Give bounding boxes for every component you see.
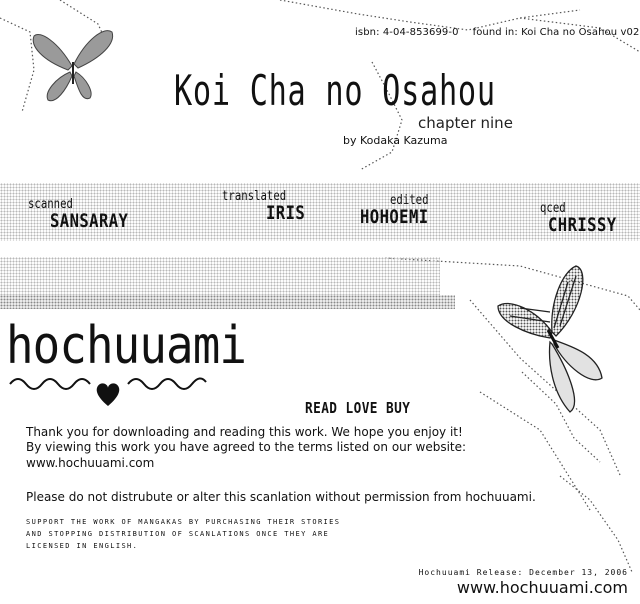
isbn-info [355,27,639,38]
found-in-text: found in: Koi Cha no Osahou v02 [472,27,640,38]
distribution-note: Please do not distrubute or alter this scanlation without permission from hochuuami. [26,490,536,504]
butterfly-icon [490,262,630,422]
website-url[interactable]: www.hochuuami.com [456,578,628,597]
author-byline: by Kodaka Kazuma [343,134,448,147]
support-line: SUPPORT THE WORK OF MANGAKAS BY PURCHASING THEIR STORIES [26,518,341,526]
credit-name: HOHOEMI [360,206,429,228]
credit-role: scanned [28,197,73,212]
thanks-line: By viewing this work you have agreed to the terms listed on our website: [26,440,467,454]
credit-scanned [28,197,146,232]
series-title: Koi Cha no Osahou [174,66,496,115]
chapter-label: chapter nine [418,114,513,132]
dotted-band [0,295,455,309]
thanks-line: Thank you for downloading and reading this work. We hope you enjoy it! [26,425,463,439]
butterfly-icon [28,22,118,106]
credits-band [0,183,640,241]
group-logo: hochuuami [6,316,247,376]
heart-icon [97,383,120,406]
credit-role: edited [390,193,429,208]
credit-name: IRIS [266,202,306,224]
credit-translated [222,189,314,224]
credit-name: SANSARAY [50,210,129,232]
tagline: READ LOVE BUY [305,399,411,417]
isbn-text: isbn: 4-04-853699-0 [355,27,459,38]
support-line: AND STOPPING DISTRIBUTION OF SCANLATIONS ONCE THEY ARE [26,530,330,538]
credit-edited [360,193,444,228]
credit-name: CHRISSY [548,214,617,236]
dotted-band [0,257,440,295]
credit-role: qced [540,201,566,216]
release-date: Hochuuami Release: December 13, 2006 [418,568,628,577]
website-link[interactable]: www.hochuuami.com [26,456,155,470]
credit-qced [540,201,632,236]
credit-role: translated [222,189,287,204]
support-line: LICENSED IN ENGLISH. [26,542,139,550]
logo-underline-swirl [8,370,208,410]
